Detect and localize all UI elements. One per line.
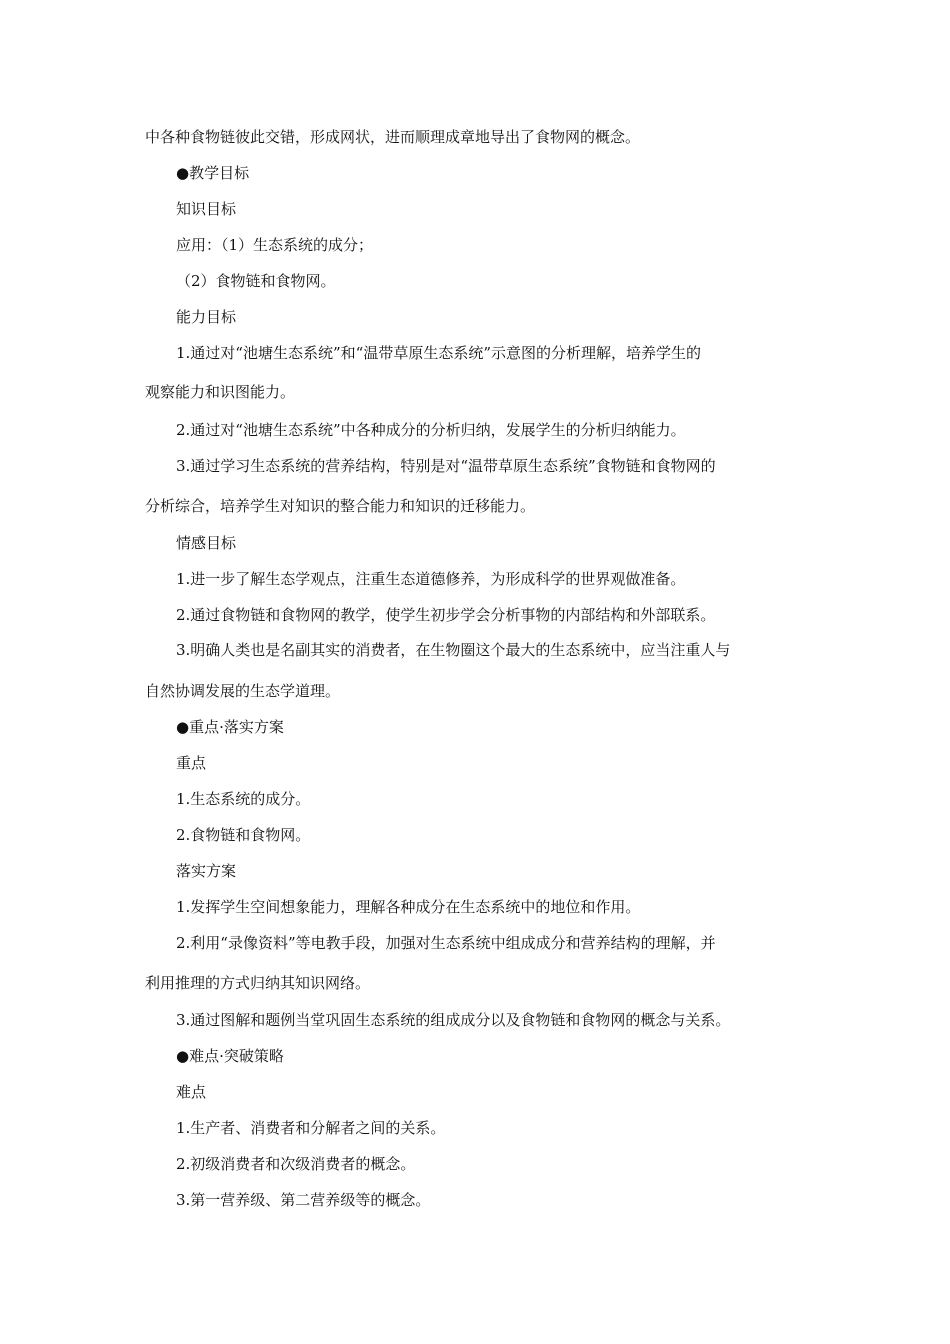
text-line-22: 1.发挥学生空间想象能力，理解各种成分在生态系统中的地位和作用。 — [176, 898, 641, 916]
text-line-9: 2.通过对“池塘生态系统”中各种成分的分析归纳，发展学生的分析归纳能力。 — [176, 421, 686, 439]
text-line-11: 分析综合，培养学生对知识的整合能力和知识的迁移能力。 — [145, 497, 536, 515]
subheading-knowledge-goals: 知识目标 — [176, 200, 237, 218]
text-line-29: 2.初级消费者和次级消费者的概念。 — [176, 1155, 416, 1173]
subheading-implementation-plan: 落实方案 — [176, 862, 237, 880]
text-line-8: 观察能力和识图能力。 — [145, 383, 296, 401]
text-line-30: 3.第一营养级、第二营养级等的概念。 — [176, 1191, 431, 1209]
text-line-23: 2.利用“录像资料”等电教手段，加强对生态系统中组成成分和营养结构的理解，并 — [176, 934, 716, 952]
text-line-19: 1.生态系统的成分。 — [176, 790, 311, 808]
section-heading-teaching-goals: ●教学目标 — [176, 164, 250, 182]
text-line-7: 1.通过对“池塘生态系统”和“温带草原生态系统”示意图的分析理解，培养学生的 — [176, 344, 701, 362]
text-line-5: （2）食物链和食物网。 — [176, 272, 336, 290]
text-line-28: 1.生产者、消费者和分解者之间的关系。 — [176, 1119, 446, 1137]
text-line-1: 中各种食物链彼此交错，形成网状，进而顺理成章地导出了食物网的概念。 — [145, 128, 641, 146]
text-line-14: 2.通过食物链和食物网的教学，使学生初步学会分析事物的内部结构和外部联系。 — [176, 606, 716, 624]
text-line-25: 3.通过图解和题例当堂巩固生态系统的组成成分以及食物链和食物网的概念与关系。 — [176, 1011, 731, 1029]
subheading-key-points: 重点 — [176, 754, 207, 772]
text-line-24: 利用推理的方式归纳其知识网络。 — [145, 974, 371, 992]
subheading-difficulties: 难点 — [176, 1083, 207, 1101]
text-line-4: 应用：（1）生态系统的成分； — [176, 236, 374, 254]
text-line-13: 1.进一步了解生态学观点，注重生态道德修养，为形成科学的世界观做准备。 — [176, 570, 686, 588]
subheading-emotion-goals: 情感目标 — [176, 534, 237, 552]
text-line-10: 3.通过学习生态系统的营养结构，特别是对“温带草原生态系统”食物链和食物网的 — [176, 457, 716, 475]
section-heading-difficulties: ●难点·突破策略 — [176, 1047, 284, 1065]
text-line-20: 2.食物链和食物网。 — [176, 826, 311, 844]
text-line-16: 自然协调发展的生态学道理。 — [145, 682, 341, 700]
section-heading-key-points: ●重点·落实方案 — [176, 718, 284, 736]
text-line-15: 3.明确人类也是名副其实的消费者，在生物圈这个最大的生态系统中，应当注重人与 — [176, 641, 731, 659]
subheading-ability-goals: 能力目标 — [176, 308, 237, 326]
